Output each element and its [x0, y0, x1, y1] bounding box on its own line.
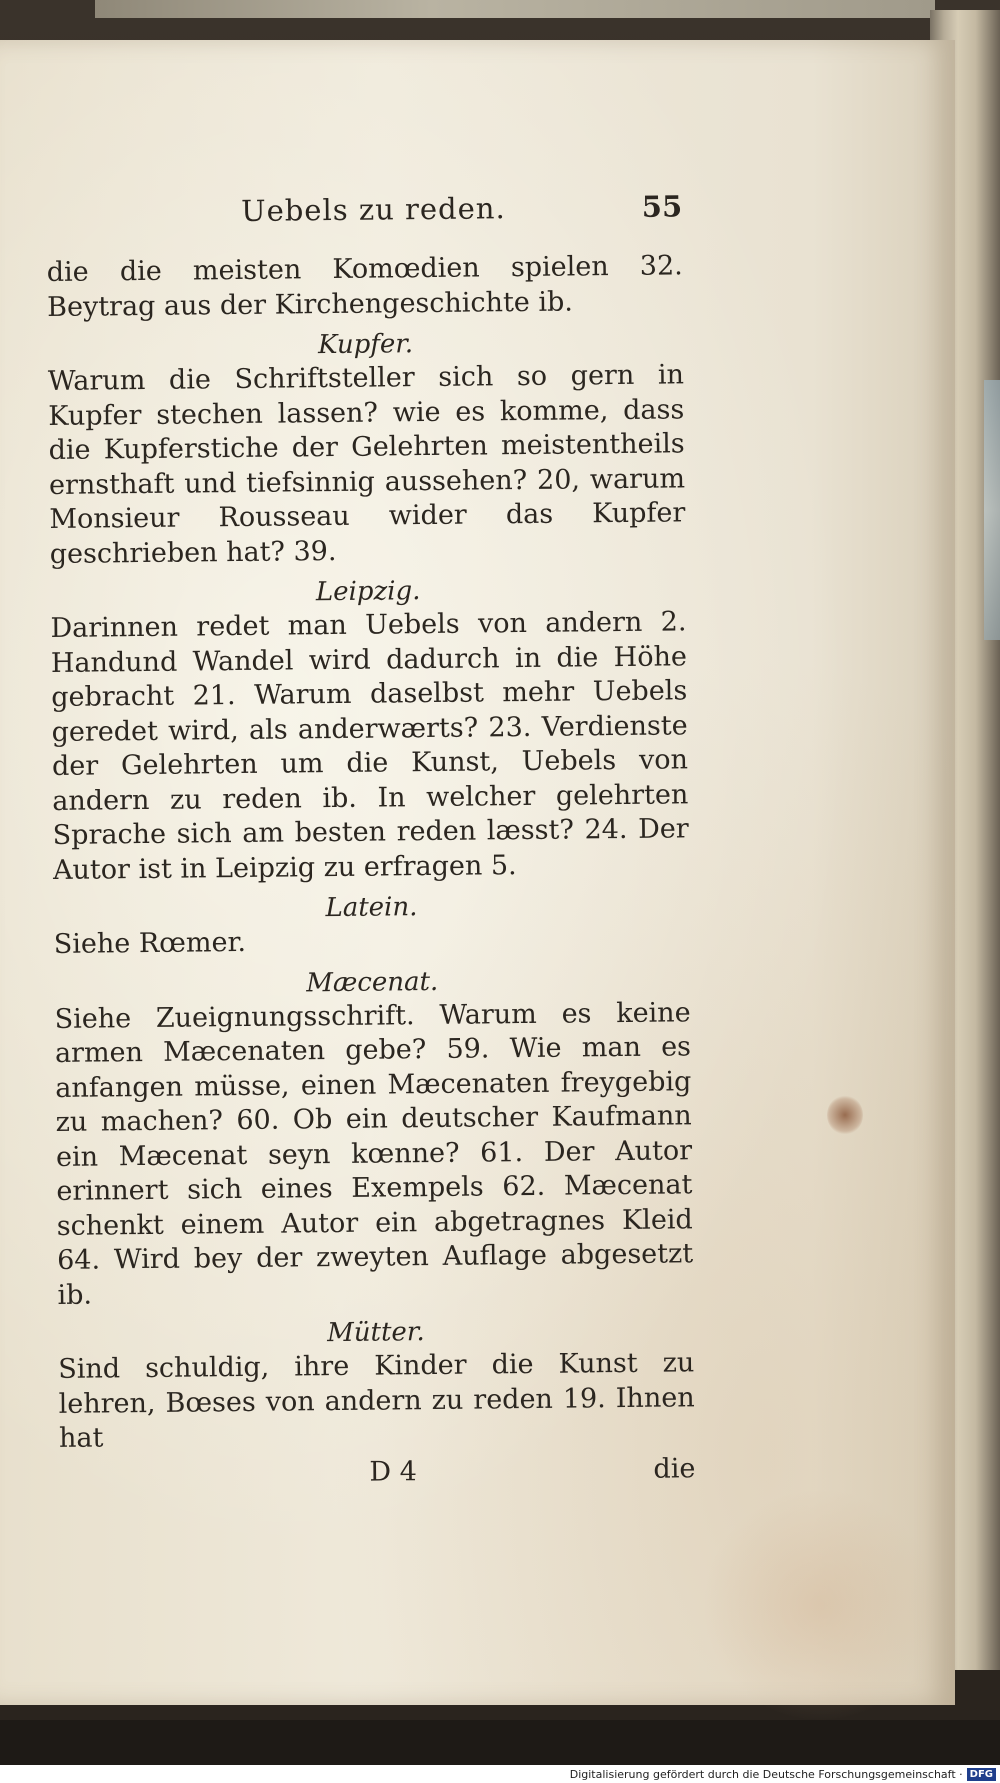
- running-head: [46, 189, 683, 256]
- entry-text: die die meisten Komœdien spielen 32. Beytrag aus der Kirchengeschichte ib.: [46, 250, 683, 323]
- entry-text: Siehe Zueignungsschrift. Warum es keine armen Mæcenaten gebe? 59. Wie man es anfangen müsse, einen Mæcenaten freygebig zu machen? 60. Ob ein deutscher Kaufmann ein Mæcenat seyn kœnne? 61. Der Autor erinnert sich eines Exempels 62. Mæcenat schenkt einem Autor ein abgetragnes Kleid 64. Wird bey der zweyten Auflage abgesetzt ib.: [54, 996, 694, 1311]
- signature-mark: D 4: [369, 1455, 417, 1488]
- foxing-spot: [827, 1095, 863, 1135]
- catchword: die: [653, 1452, 696, 1485]
- dfg-logo-icon: DFG: [967, 1768, 996, 1781]
- book-top-edge: [95, 0, 935, 18]
- entry-text: Siehe Rœmer.: [53, 926, 247, 960]
- entry-text: Darinnen redet man Uebels von andern 2. Handund Wandel wird dadurch in die Höhe gebracht 21. Warum daselbst mehr Uebels geredet wird, als anderwærts? 23. Verdienste der Gelehrten um die Kunst, Uebels von andern zu reden ib. In welcher gelehrten Sprache sich am besten reden læsst? 24. Der Autor ist in Leipzig zu erfragen 5.: [50, 606, 689, 886]
- entry-text: Warum die Schriftsteller sich so gern in Kupfer stechen lassen? wie es komme, dass die Kupferstiche der Gelehrten meistentheils ernsthaft und tiefsinnig aussehen? 20, warum Monsieur Rousseau wider das Kupfer geschrieben hat? 39.: [47, 359, 686, 570]
- entry-heading-muetter: Mütter.: [327, 1317, 425, 1349]
- entry-heading-leipzig: Leipzig.: [315, 576, 421, 608]
- entry-text: Sind schuldig, ihre Kinder die Kunst zu lehren, Bœses von andern zu reden 19. Ihnen hat: [58, 1347, 695, 1454]
- entry-heading-maecenat: Mæcenat.: [306, 966, 439, 998]
- entry-heading-kupfer: Kupfer.: [317, 329, 414, 361]
- page-number: 55: [641, 189, 683, 224]
- page-text: [46, 189, 696, 1493]
- page-stain: [700, 1490, 940, 1720]
- entry-heading-latein: Latein.: [325, 892, 418, 924]
- credit-text: Digitalisierung gefördert durch die Deutsche Forschungsgemeinschaft ·: [569, 1767, 963, 1781]
- book-marker: [984, 380, 1000, 640]
- credit-bar: [0, 1765, 1000, 1783]
- page-footer: [59, 1452, 695, 1493]
- running-title: Uebels zu reden.: [240, 191, 506, 228]
